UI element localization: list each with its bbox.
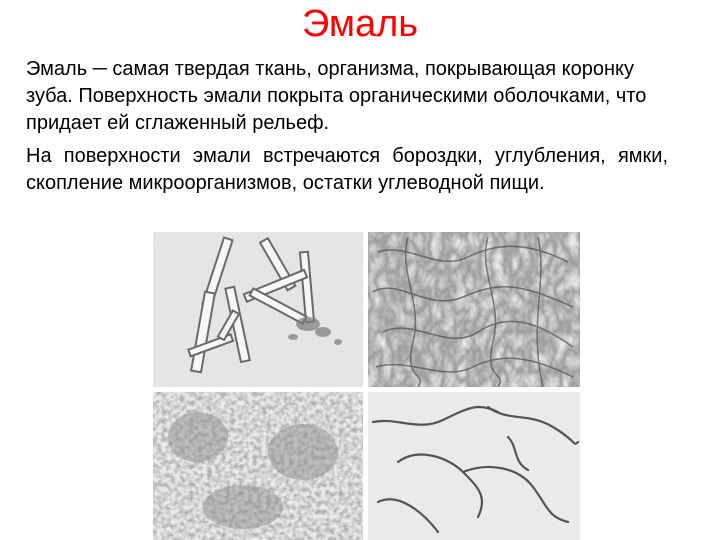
micrograph-pitted	[153, 392, 363, 540]
slide-title: Эмаль	[301, 3, 419, 45]
micrograph-figure	[153, 232, 580, 540]
micrograph-crystals	[153, 232, 363, 387]
body-text	[26, 56, 668, 203]
micrograph-fibrous	[368, 232, 580, 387]
micrograph-smooth-relief	[368, 392, 580, 540]
paragraph-definition: Эмаль ─ самая твердая ткань, организма, покрывающая коронку зуба. Поверхность эмали покрыта органическими оболочками, что придает ей сглаженный рельеф.	[26, 58, 647, 134]
paragraph-surface: На поверхности эмали встречаются бороздки, углубления, ямки, скопление микроорганизмов, остатки углеводной пищи.	[26, 145, 668, 194]
